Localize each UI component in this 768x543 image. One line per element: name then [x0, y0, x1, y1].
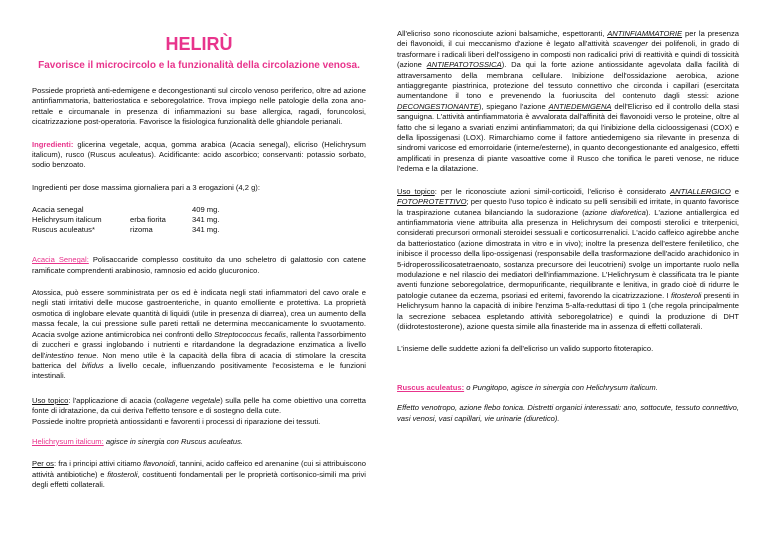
acacia-text: Polisaccaride complesso costituito da uno scheletro di galattosio con catene ramificate comprendenti arabinosio, ramnosio ed acido glucuronico.: [32, 255, 366, 275]
dose-amount: 409 mg.: [192, 205, 220, 215]
text-run: ) sulla pelle ha come obiettivo una corretta fonte di idratazione, da cui deriva l'effetto tensore e di sostegno della cute.: [32, 395, 366, 416]
text-run: ANTIEDEMIGENA: [548, 101, 612, 111]
text-run: Uso topico: [397, 186, 435, 196]
dose-part: [130, 205, 192, 215]
text-run: DECONGESTIONANTE: [397, 101, 479, 111]
helichrysum-heading: [32, 437, 366, 447]
acacia-topical-paragraph: [32, 396, 366, 427]
text-run: flavonoidi: [143, 459, 176, 469]
ingredients-paragraph: [32, 140, 366, 171]
text-run: dell'Elicriso ed il controllo della stasi sanguigna. L'attività antinfiammatoria è avvalorata dall'affinità dei flavonoidi verso le proteine, oltre al fatto che si legano a svariati enzimi antinfiammatori; da qui l'inibizione della cicloossigenasi (COX) e della lipossigenasi (LOX). Rimarchiamo come il fattore antiedemigeno sia rilevante in presenza di sindromi varicose ed emorroidarie (interne/esterne), in quanto decongestionante ed analgesico, effetti amplificati in presenza di piante vasoattive come il Rusco che tonifica le pareti venose, ne riduce l'edema e la dilatazione.: [397, 101, 739, 174]
right-column: [397, 0, 739, 424]
acacia-paragraph: [32, 255, 366, 276]
helichrysum-properties-paragraph: [397, 29, 739, 175]
left-column: [32, 0, 366, 491]
ruscus-label: Ruscus aculeatus:: [397, 382, 465, 392]
text-run: Streptococcus fecalis: [214, 329, 286, 339]
text-run: : l'applicazione di acacia (: [68, 395, 157, 405]
text-run: collagene vegetale: [156, 395, 221, 405]
intro-paragraph: Possiede proprietà anti-edemigene e decongestionanti sul circolo venoso periferico, oltre ad azione antinfiammatoria, batteriostatica e seboregolatrice. Trova impiego nelle patologie della zona ano-rettale e circumanale in presenza di infiammazioni su base allergica, ragadi, foruncolosi, cicatrizzazione post-operatoria. Favorisce la fisiologica funzionalità delle ghiandole perianali.: [32, 86, 366, 127]
dose-intro: Ingredienti per dose massima giornaliera pari a 3 erogazioni (4,2 g):: [32, 182, 260, 192]
text-run: agisce in sinergia con Ruscus aculeatus.: [103, 436, 244, 446]
text-run: ANTIEPATOTOSSICA: [426, 60, 502, 70]
dose-name: Helichrysum italicum: [32, 215, 102, 225]
text-run: Per os: [32, 459, 54, 469]
ruscus-heading: [397, 383, 739, 393]
table-row: [32, 225, 219, 235]
text-run: : per le riconosciute azioni simil-corticoidi, l'elicriso è considerato: [434, 186, 671, 196]
ingredients-label: Ingredienti:: [32, 139, 74, 149]
dose-name: Ruscus aculeatus*: [32, 225, 95, 235]
table-row: [32, 215, 219, 225]
text-run: ANTIALLERGICO: [670, 186, 731, 196]
helichrysum-summary: L'insieme delle suddette azioni fa dell'elicriso un valido supporto fitoterapico.: [397, 344, 654, 354]
text-run: Uso topico: [32, 395, 69, 405]
dose-amount: 341 mg.: [192, 215, 220, 225]
text-run: Possiede inoltre proprietà antiossidanti e favorenti i processi di riparazione dei tessuti.: [32, 416, 321, 426]
dose-name: Acacia senegal: [32, 205, 84, 215]
text-run: , rallenta l'assorbimento di zuccheri e grassi inglobando i nutrienti e ritardandone la degradazione enzimatica a livello dell': [32, 329, 366, 360]
text-run: : fra i principi attivi citiamo: [53, 459, 144, 469]
text-run: per la presenza dei flavonoidi, il cui meccanismo d'azione è legato all'attività: [397, 29, 739, 49]
product-subtitle: Favorisce il microcircolo e la funzionalità della circolazione venosa.: [38, 60, 360, 71]
dose-part: rizoma: [130, 225, 153, 235]
text-run: intestino tenue: [45, 350, 97, 360]
text-run: e: [730, 186, 739, 196]
text-run: ). L'azione antiallergica ed antinfiammatoria viene attribuita alla presenza in Helichrysum dei composti sterolici e triterpenici, considerati precursori ormonali steroidei sessuali e corticosurrenalici. L'acido caffeico agirebbe anche da batteriostatico (azione dimostrata in vitro e in vivo); inoltre la presenza dell'estere feniletilico, che inibisce il processo della lipo-ossigenasi (responsabile della trasformazione dell'acido arachidonico in 5-idroperossilicosatetraenoato, sostanza precursore dei leucotrieni) svolge un importante ruolo nella modulazione e nel rilascio dei mediatori dell'infiammazione. L'Helichrysum è classificata tra le piante aventi funzione seboregolatrice, dermopurificante, riequilibrante e lenitiva, in grado cioè di ridurre le patologie cutanee da eczema, psoriasi ed eritemi, favorendo la cicatrizzazione. I: [397, 207, 739, 300]
text-run: scavenger: [612, 39, 648, 49]
text-run: ). Da qui la forte azione antiossidante agevolata dalla facilità di attraversamento della membrana cellulare. Inibizione dell'ossidazione aerobica, azione antiaggregante piastrinica, protezione del tessuto connettivo che circonda i capillari (esercitata aumentandone il tono e prevenendo la fuoriuscita del contenuto dagli stessi: azione: [397, 60, 739, 101]
text-run: ANTINFIAMMATORIE: [607, 29, 683, 38]
dose-table: [32, 205, 219, 235]
text-run: bifidus: [81, 360, 104, 370]
text-run: o Pungitopo, agisce in sinergia con Helichrysum italicum.: [464, 382, 658, 392]
text-run: ), spiegano l'azione: [478, 101, 549, 111]
text-run: azione diaforetica: [584, 207, 646, 217]
product-title: HELIRÙ: [165, 34, 233, 54]
text-run: FOTOPROTETTIVO: [397, 197, 467, 207]
text-run: All'elicriso sono riconosciute azioni balsamiche, espettoranti,: [397, 29, 608, 38]
helichrysum-label: Helichrysum italicum:: [32, 436, 104, 446]
text-run: , costituenti fondamentali per le proprietà cortisonico-simili ma privi degli effetti collaterali.: [32, 469, 366, 490]
table-row: [32, 205, 219, 215]
text-run: , tannini, acido caffeico ed arenanine (cui si attribuiscono attività antibiotiche) e: [32, 459, 366, 479]
text-run: ; per questo l'uso topico è indicato su pelli sensibili ed irritate, in quanto favorisce la traspirazione cutanea bilanciando la sudorazione (: [397, 197, 739, 217]
text-run: Atossica, può essere somministrata per os ed è indicata negli stati infiammatori del cavo orale e negli stati irritativi delle mucose gastroenteriche, in quanto emolliente e protettiva. La proprietà osmotica di inglobare elevate quantità di liquidi (utile in presenza di diarrea), crea un aumento della massa fecale, la cui pressione sulle pareti rettali ne determina meccanicamente lo svuotamento. Acacia svolge azione antimicrobica nei confronti dello: [32, 288, 366, 339]
text-run: presenti in Helichrysum hanno la capacità di inibire l'enzima 5-alfa-reduttasi di tipo 1 (che regola principalmente la secrezione sebacea espletando attività seboregolatrice) e quindi la produzione di DHT (diidrotestosterone), azione questa simile alla finasteride ma in assenza di effetti collaterali.: [397, 290, 739, 331]
ingredients-text: glicerina vegetale, acqua, gomma arabica (Acacia senegal), elicriso (Helichrysum italicum), rusco (Ruscus aculeatus). Acidificante: acido ascorbico; conservanti: potassio sorbato, sodio benzoato.: [32, 139, 366, 170]
acacia-properties-paragraph: [32, 288, 366, 382]
text-run: fitosteroli: [107, 469, 138, 479]
text-run: a livello cecale, influenzando positivamente l'ecosistema e le funzioni intestinali.: [32, 360, 366, 381]
text-run: . Non meno utile è la capacità della fibra di acacia di stimolare la crescita batterica del: [32, 350, 366, 370]
text-run: fitosteroli: [670, 290, 702, 300]
dose-part: erba fiorita: [130, 215, 166, 225]
ruscus-paragraph: Effetto venotropo, azione flebo tonica. Distretti organici interessati: ano, sottocute, tessuto connettivo, vasi venosi, vasi capillari, vie urinarie (diuretico).: [397, 403, 739, 423]
dose-amount: 341 mg.: [192, 225, 220, 235]
acacia-label: Acacia Senegal:: [32, 255, 89, 265]
helichrysum-topical-paragraph: [397, 187, 739, 333]
helichrysum-oral-paragraph: [32, 459, 366, 490]
text-run: dei polifenoli, in grado di trasformare i radicali liberi dell'ossigeno in composti non radicalici privi di reattività e quindi di tossicità (azione: [397, 39, 739, 70]
